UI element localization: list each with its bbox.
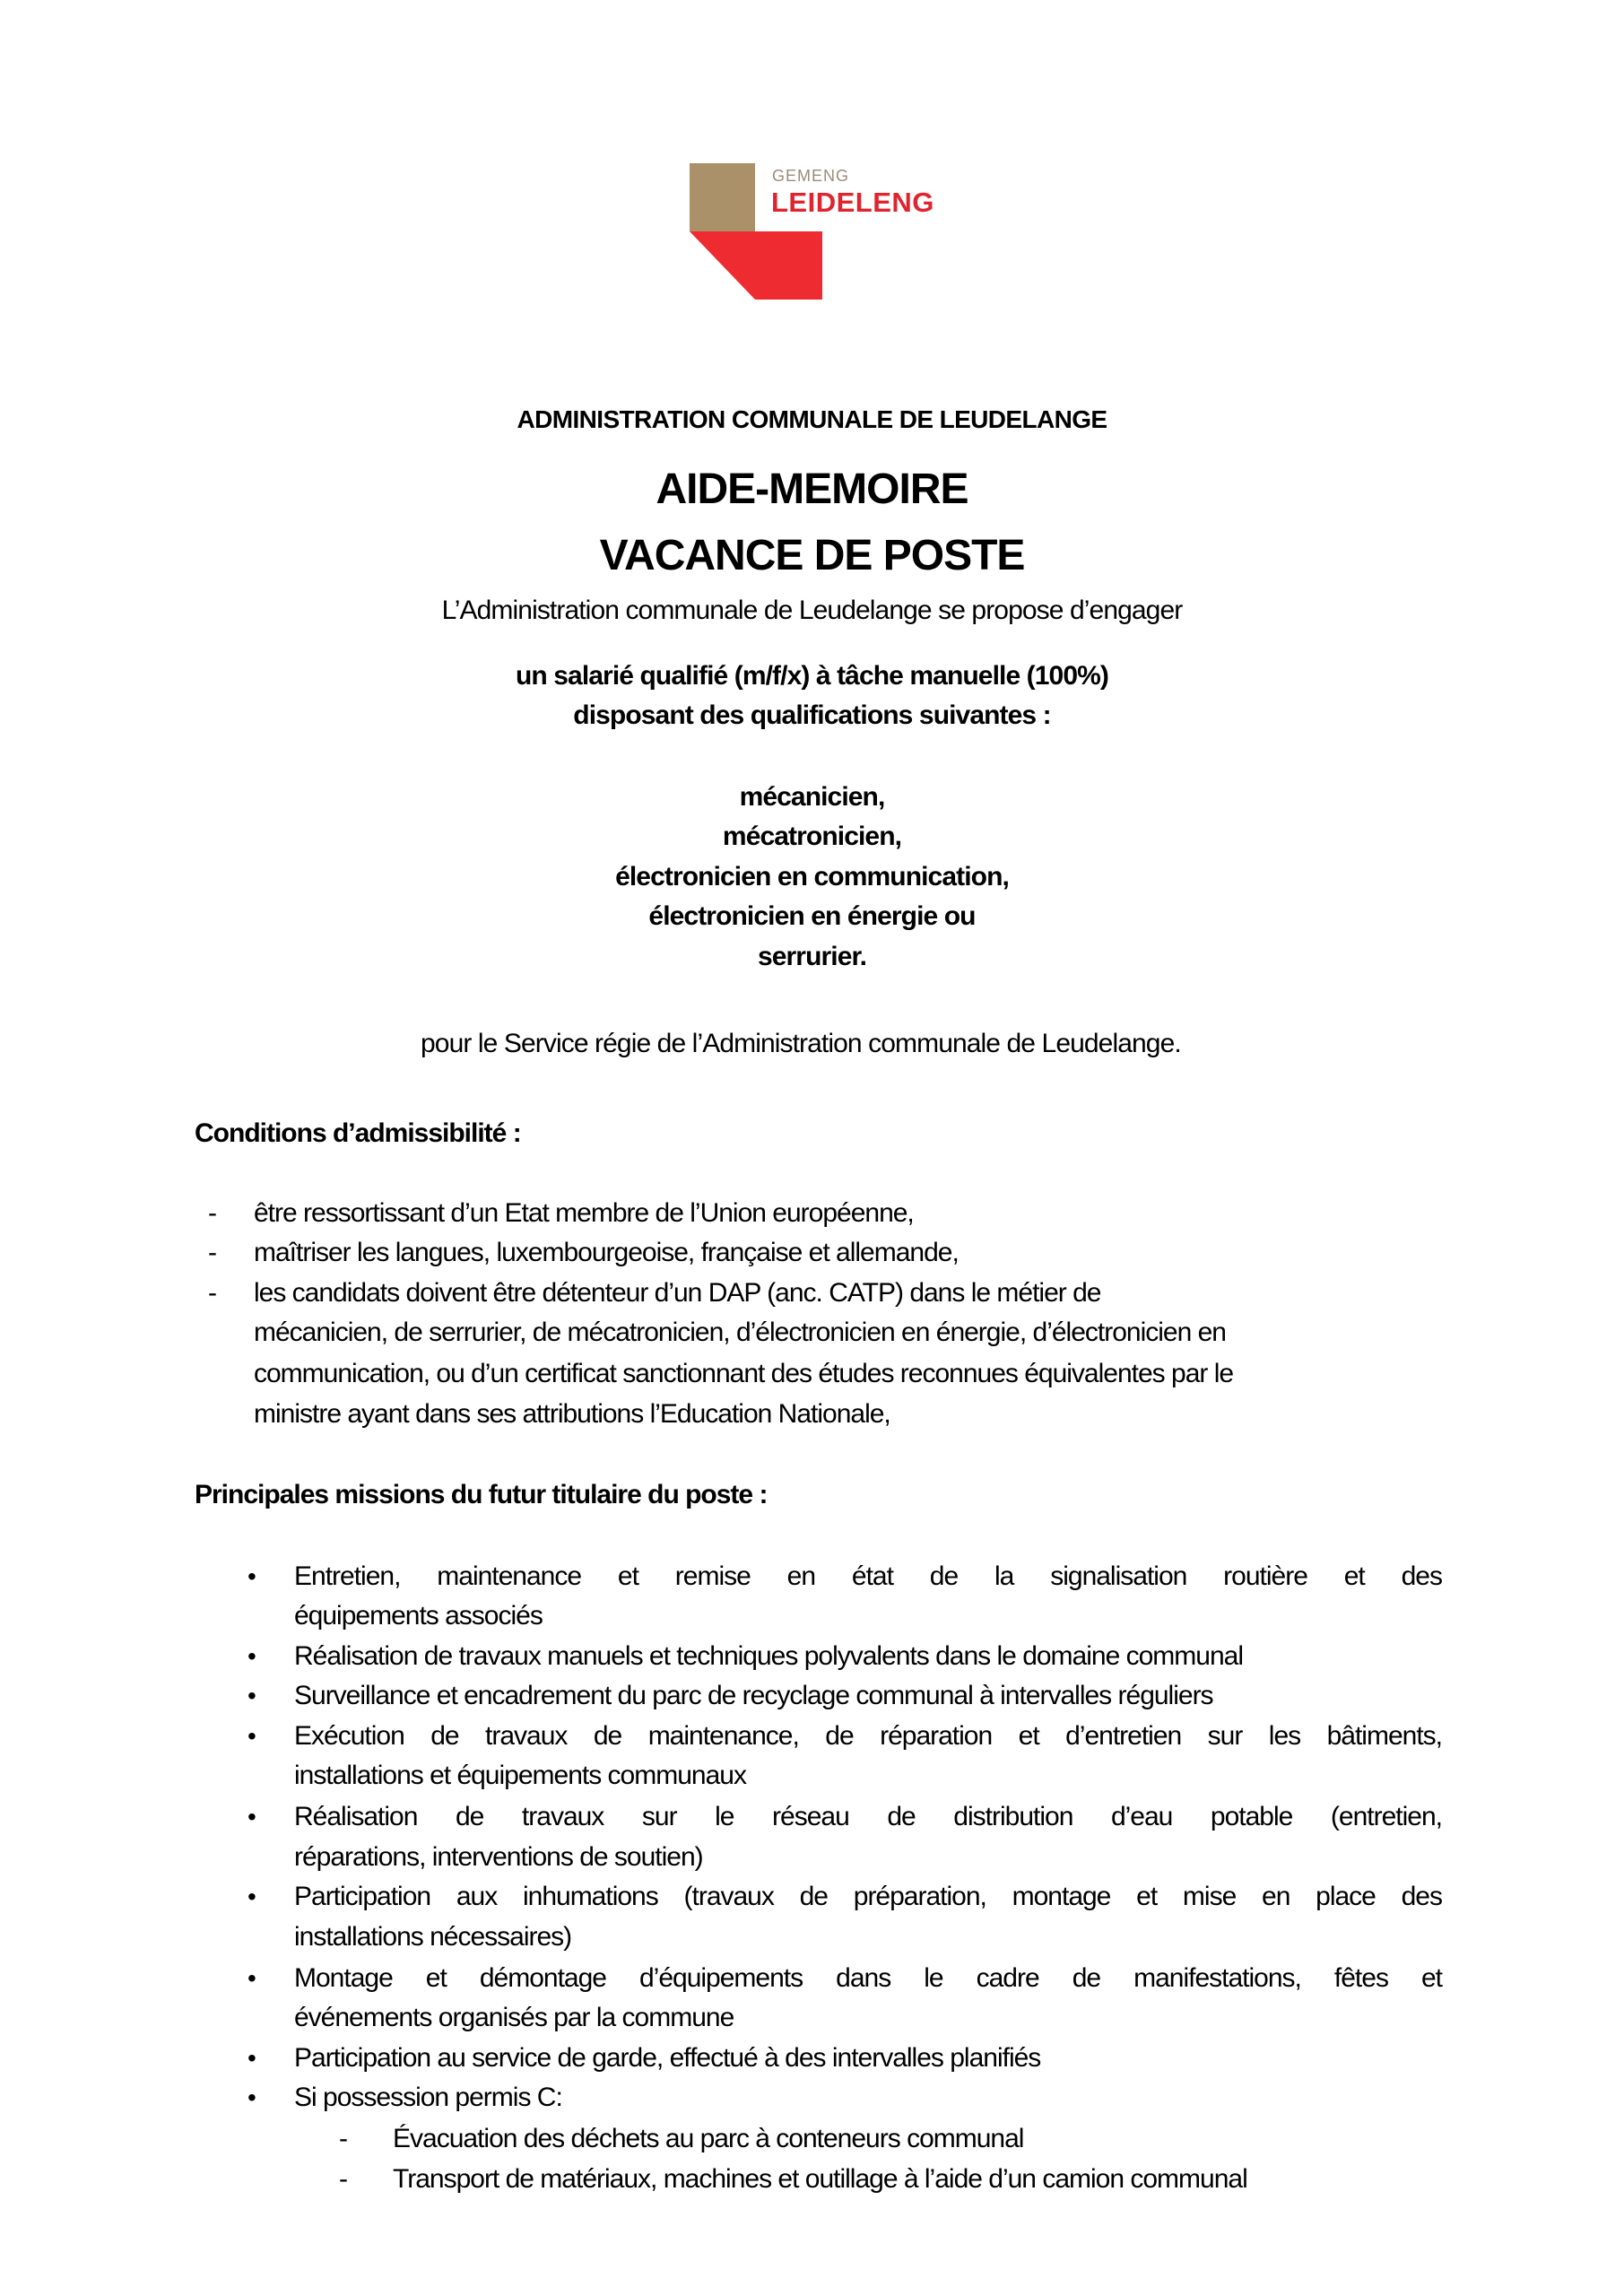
conditions-heading: Conditions d’admissibilité : [195,1118,521,1148]
logo-tan-square [690,163,755,231]
bullet-icon: • [248,1964,256,1992]
municipality-logo [690,163,959,300]
intro-text: L’Administration communale de Leudelange se propose d’engager [441,596,1183,625]
position-line-1: un salarié qualifié (m/f/x) à tâche manuelle (100%) [515,661,1108,691]
bullet-icon: • [248,1722,256,1750]
title-aide-memoire: AIDE-MEMOIRE [656,465,968,513]
dash-bullet: - [208,1198,217,1228]
dash-bullet: - [208,1238,217,1267]
mission-item: Réalisation de travaux sur le réseau de distribution d’eau potable (entretien, [294,1802,1442,1831]
mission-item: Exécution de travaux de maintenance, de réparation et d’entretien sur les bâtiments, [294,1721,1442,1751]
mission-item-continuation: installations nécessaires) [294,1922,572,1952]
title-vacance-de-poste: VACANCE DE POSTE [599,532,1025,579]
service-text: pour le Service régie de l’Administration communale de Leudelange. [421,1029,1181,1058]
position-line-2: disposant des qualifications suivantes : [573,700,1051,730]
qualification-item: mécatronicien, [722,822,902,851]
qualification-item: serrurier. [757,942,867,971]
condition-item: les candidats doivent être détenteur d’un DAP (anc. CATP) dans le métier de [254,1278,1101,1308]
mission-item: Si possession permis C: [294,2083,562,2112]
mission-item: Entretien, maintenance et remise en état de la signalisation routière et des [294,1561,1442,1591]
logo-red-shape [690,231,822,300]
sub-mission-item: Transport de matériaux, machines et outillage à l’aide d’un camion communal [393,2164,1247,2194]
organization-heading: ADMINISTRATION COMMUNALE DE LEUDELANGE [517,405,1107,433]
bullet-icon: • [248,1682,256,1709]
missions-heading: Principales missions du futur titulaire du poste : [195,1480,768,1509]
bullet-icon: • [248,1562,256,1590]
qualification-item: électronicien en énergie ou [648,901,976,931]
logo-name: LEIDELENG [771,187,934,218]
qualification-item: électronicien en communication, [615,862,1009,891]
mission-item: Surveillance et encadrement du parc de recyclage communal à intervalles réguliers [294,1681,1213,1710]
bullet-icon: • [248,1803,256,1831]
mission-item-continuation: installations et équipements communaux [294,1761,746,1790]
mission-item-continuation: équipements associés [294,1601,543,1631]
condition-item-continuation: communication, ou d’un certificat sanctionnant des études reconnues équivalentes par le [254,1359,1234,1388]
condition-item-continuation: mécanicien, de serrurier, de mécatronicien, d’électronicien en énergie, d’électronicien en [254,1318,1226,1347]
mission-item: Participation au service de garde, effectué à des intervalles planifiés [294,2043,1041,2073]
bullet-icon: • [248,1642,256,1670]
mission-item-continuation: événements organisés par la commune [294,2003,734,2032]
condition-item: maîtriser les langues, luxembourgeoise, française et allemande, [254,1238,959,1267]
bullet-icon: • [248,2044,256,2072]
sub-mission-item: Évacuation des déchets au parc à conteneurs communal [393,2124,1024,2153]
condition-item-continuation: ministre ayant dans ses attributions l’Education Nationale, [254,1399,890,1429]
qualification-item: mécanicien, [739,782,885,812]
mission-item: Réalisation de travaux manuels et techniques polyvalents dans le domaine communal [294,1641,1243,1671]
bullet-icon: • [248,1883,256,1910]
condition-item: être ressortissant d’un Etat membre de l’Union européenne, [254,1198,914,1228]
mission-item-continuation: réparations, interventions de soutien) [294,1842,703,1872]
sub-dash-bullet: - [339,2124,348,2153]
mission-item: Participation aux inhumations (travaux de préparation, montage et mise en place des [294,1882,1442,1911]
mission-item: Montage et démontage d’équipements dans le cadre de manifestations, fêtes et [294,1963,1442,1993]
sub-dash-bullet: - [339,2164,348,2194]
logo-small-text: GEMENG [772,167,850,185]
bullet-icon: • [248,2083,256,2111]
dash-bullet: - [208,1278,217,1308]
